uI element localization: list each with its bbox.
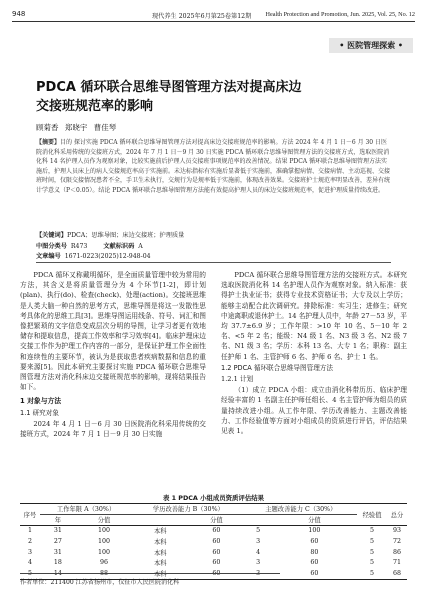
cell: 5 [370,527,375,535]
header-theme: 主题改善能力 C（30%） [245,504,358,515]
clc-label: 中图分类号 [36,243,67,250]
cell: 3 [245,568,272,579]
doc-code-label: 文献标识码 [103,243,135,250]
cell: 本科 [153,549,167,557]
abstract-divider [36,262,391,263]
cell: 86 [392,548,401,556]
cell: 60 [188,568,244,579]
cell: 60 [212,537,221,545]
cell: 60 [212,559,221,567]
cell: 100 [97,548,110,556]
left-column [20,270,206,439]
journal-name-en: Health Protection and Promotion, Jun. 2025, Vol. 25, No. 12 [265,11,415,18]
cell: 5 [20,568,40,579]
running-header [12,8,415,22]
keywords-text: PDCA；思维导图；床边交接班；护理质量 [66,232,185,239]
cell: 3 [256,537,261,545]
cell: 3 [27,548,32,556]
cell: 本科 [153,560,167,568]
section-tag: • 医院管理探索 • [329,38,413,53]
cell: 80 [310,548,319,556]
article-title-line-1: PDCA 循环联合思维导图管理方法对提高床边 [36,80,302,95]
cell: 100 [308,527,321,535]
cell: 60 [310,537,319,545]
cell: 5 [357,568,387,579]
keywords-label: 【关键词】 [36,232,67,239]
body-paragraph: PDCA 循环又称戴明循环，是全面质量管理中较为常用的方法，其含义是将质量管理分为 4 个环节[1-2]，即计划(plan)、执行(do)、检查(check)、处理(action)。交接班思维是人类大脑一种自然的思考方式，思维导图是将这一发散性思考具体化的思维工具[3]。思维导图运用线条、符号、词汇和图像把繁琐的文字信息变成层次分明的导图，让学习者更有效地储存和提取信息，提高工作效率和学习效率[4]。临床护理床边交接工作作为护理工作内容的一部分，是保证护理工作全面性和连续性的主要环节，被认为是获取患者疾病数据和信息的重要来源[5]。因此本研究主要探讨实施 PDCA 循环联合思维导图管理方法对消化科床边交接班规范率的影响，现将结果报告如下。 [20,271,206,392]
cell: 96 [99,559,108,567]
keywords [36,230,391,239]
header-edu: 学历改善能力 B（30%） [132,504,244,515]
cell: 5 [370,548,375,556]
cell: 4 [256,548,261,556]
subheader-edu [132,514,188,525]
journal-name: 现代养生 2025年6月第25卷第12期 [152,13,252,20]
subsection-heading: 1.2 PDCA 循环联合思维导图管理方法 [221,363,333,372]
article-title [36,78,301,116]
cell: 本科 [153,538,167,546]
section-heading: 1 对象与方法 [20,397,62,406]
cell: 68 [387,568,407,579]
cell: 14 [40,568,76,579]
table-row [20,557,407,568]
author-list: 顾菊香 郑晓宇 曹佳琴 [36,123,117,132]
subheader-years: 年 [40,514,76,525]
subheader-score: 分值 [76,514,132,525]
cell: 93 [392,527,401,535]
table-row [20,547,407,558]
header-exp: 经验值 [357,504,387,526]
table-caption: 表 1 PDCA 小组成员资质评估结果 [162,494,265,502]
cell: 72 [392,537,401,545]
classification-line [36,241,391,250]
cell: 4 [27,559,32,567]
header-no: 序号 [20,504,40,526]
table-row [20,536,407,547]
body-paragraph: PDCA 循环联合思维导图管理方法的交接班方式。本研究选取医院消化科 14 名护理人员作为观察对象。纳入标准：获得护士执业证书；获得专业技术资格证书；大专及以上学历；能够主动配合此次调研究。排除标准：实习生；进修生；研究中途离职或退休护士。14 名护理人员中，年龄 27－53 岁，平均 37.7±6.9 岁；工作年限：>10 年 10 名、5－10 年 2 名、<5 年 2 名；能级：N4 级 1 名、N3 级 3 名、N2 级 7 名、N1 级 3 名；学历：本科 13 名、大专 1 名；职称：副主任护师 1 名、主管护师 6 名、护师 6 名、护士 1 名。 [221,271,407,361]
article-number-label: 文章编号 [36,253,61,260]
cell: 60 [212,527,221,535]
cell: 本科 [153,528,167,536]
body-paragraph: （1）成立 PDCA 小组：成立由消化科带历历、临床护理经验丰富的 1 名副主任护师任组长、4 名主管护师为组员的质量持续改进小组。从工作年限、学历改善能力、主题改善能力、工作经验值等方面对小组成员的资质进行评估，评估结果见表 1。 [221,386,407,436]
cell: 18 [53,559,62,567]
abstract [36,138,391,195]
cell: 31 [53,548,62,556]
body-paragraph: 2024 年 4 月 1 日－6 月 30 日医院消化科采用传统的交接班方式，2024 年 7 月 1 日－9 月 30 日实施 [20,419,206,439]
cell: 60 [310,559,319,567]
cell: 5 [256,527,261,535]
subsection-heading: 1.1 研究对象 [20,408,59,417]
header-years: 工作年限 A（30%） [40,504,132,515]
subheader-score: 分值 [272,514,357,525]
cell: 100 [97,537,110,545]
cell: 2 [27,537,32,545]
cell: 71 [392,559,401,567]
cell: 1 [27,527,32,535]
header-total: 总分 [387,504,407,526]
abstract-text: 目的 探讨实施 PDCA 循环联合思维导图管理方法对提高床边交接班规范率的影响。方法 2024 年 4 月 1 日－6 月 30 日医院消化科采用传统的交接班方式，2024 年 7 月 1 日－9 月 30 日实施 PDCA 循环联合思维导图管理方法的交接班方式，选取医院消化科 14 名护理人员作为观察对象，比较实施前后护理人员交接班事项规范率的改善情况。结果 PDCA 循环联合思维导图管理方法实施后，护理人员床上的病人交接规范率高于实施前。未达标指标有实施后显著低于实施前，准确掌握病情、交接病情、主动巡视、交接班时间，仅限交接情况患者不全，手卫生未执行，交规行为是规率低于实施前，体现改善效果。交接班护士规范率明显改善，差异有统计学意义（P＜0.05）。结论 PDCA 循环联合思维导图管理方法能有效提高护理人员的床边交接班规范率，促进护理质量持续改进。 [36,139,391,194]
doc-code: A [138,243,143,250]
cell: 本科 [132,568,188,579]
cell: 60 [272,568,357,579]
abstract-label: 【摘要】 [36,139,61,146]
article-title-line-2: 交接班规范率的影响 [36,99,154,114]
subsubsection-heading: 1.2.1 计划 [221,375,254,384]
clc-code: R473 [70,243,88,250]
cell: 88 [76,568,132,579]
right-column [221,270,407,436]
cell: 3 [256,559,261,567]
article-number: 1671-0223(2025)12-948-04 [64,253,151,260]
subheader-theme [245,514,272,525]
cell: 60 [212,548,221,556]
cell: 5 [370,537,375,545]
page-number: 948 [12,10,26,18]
cell: 5 [370,559,375,567]
cell: 31 [53,527,62,535]
qualification-table [20,503,407,580]
cell: 100 [97,527,110,535]
author-affiliation: 作者单位：211400 江苏省扬州市，仪征市人民医院消化科 [20,573,280,586]
cell: 27 [53,537,62,545]
subheader-score: 分值 [188,514,244,525]
table-row [20,525,407,536]
article-number-line [36,251,391,260]
